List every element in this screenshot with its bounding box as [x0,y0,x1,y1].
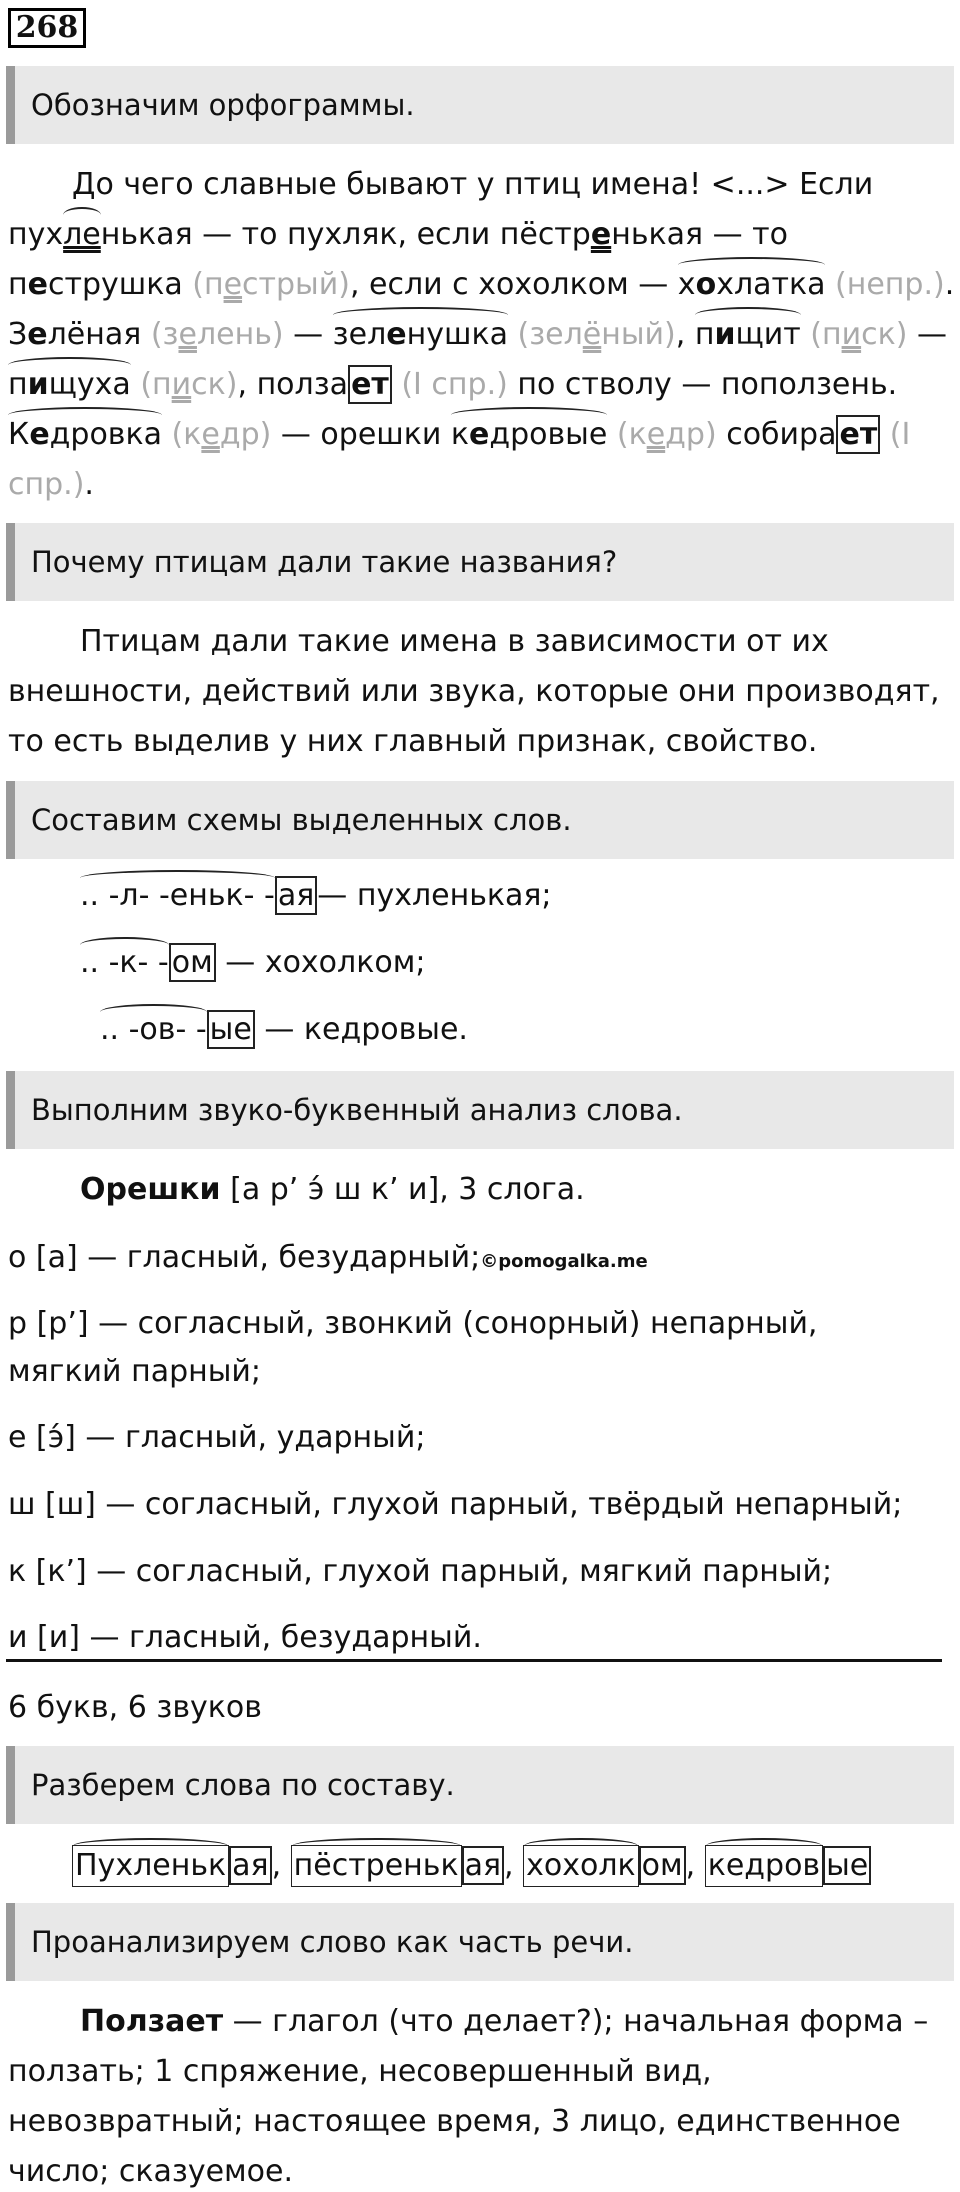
pos-line: Ползает — глагол (что делает?); начальная форма – [80,2004,929,2039]
scheme-row: .. -к- - ом — хохолком; [80,945,426,980]
pos-line: ползать; 1 спряжение, несовершенный вид, [8,2054,712,2089]
section-header-composition: Разберем слова по составу. [6,1746,954,1824]
composition-line: Пухленьк ая , пёстреньк ая , хохолк ом , кедров ые [72,1845,871,1887]
pos-line: число; сказуемое. [8,2154,294,2189]
section-header-orthograms: Обозначим орфограммы. [6,66,954,144]
section-header-phonetic: Выполним звуко-буквенный анализ слова. [6,1071,954,1149]
text-line: пеструшка (пестрый), если с хохолком — хохлатка (непр.). [8,265,954,305]
phonetic-line: е [э́] — гласный, ударный; [8,1420,426,1455]
answer-line: внешности, действий или звука, которые они производят, [8,674,940,709]
scheme-row: .. -л- -еньк- - ая — пухленькая; [80,878,552,913]
root-arc: .. -к- - [80,945,169,980]
ending-box: ые [207,1010,255,1049]
root-arc: .. -ов- - [100,1012,207,1047]
section-header-schemes: Составим схемы выделенных слов. [6,781,954,859]
divider [6,1659,942,1662]
suffix-arc: ле [63,215,101,255]
answer-line: Птицам дали такие имена в зависимости от их [80,624,829,659]
text-line: До чего славные бывают у птиц имена! <...> Если [72,167,874,202]
text-line: Кедровка (кедр) — орешки кедровые (кедр) собира ет (I [8,415,910,455]
section-header-why-names: Почему птицам дали такие названия? [6,523,954,601]
phonetic-summary: 6 букв, 6 звуков [8,1690,262,1725]
phonetic-line: к [к’] — согласный, глухой парный, мягкий парный; [8,1554,833,1589]
text-line: Зелёная (зелень) — зеленушка (зелёный), пищит (писк) — [8,315,947,355]
phonetic-line: о [а] — гласный, безударный;©pomogalka.me [8,1240,648,1275]
text-line: пухленькая — то пухляк, если пёстренькая — то [8,215,788,255]
phonetic-title: Орешки [а р’ э́ ш к’ и], 3 слога. [80,1172,585,1207]
ending-box: ая [275,876,317,915]
pos-line: невозвратный; настоящее время, 3 лицо, единственное [8,2104,901,2139]
section-header-pos: Проанализируем слово как часть речи. [6,1903,954,1981]
answer-line: то есть выделив у них главный признак, свойство. [8,724,818,759]
phonetic-line: и [и] — гласный, безударный. [8,1620,482,1655]
phonetic-line: р [р’] — согласный, звонкий (сонорный) непарный, [8,1306,818,1341]
ending-box: ом [169,943,216,982]
exercise-number: 268 [8,8,86,48]
scheme-row: .. -ов- - ые — кедровые. [100,1012,468,1047]
ending-box: ет [836,415,880,454]
text-line: спр.). [8,467,94,502]
phonetic-line: мягкий парный; [8,1354,262,1389]
ending-box: ет [348,365,392,404]
watermark: ©pomogalka.me [480,1251,648,1272]
text-line: пищуха (писк), полза ет (I спр.) по стволу — поползень. [8,365,897,405]
phonetic-line: ш [ш] — согласный, глухой парный, твёрдый непарный; [8,1487,903,1522]
root-arc: .. -л- -еньк- - [80,878,275,913]
